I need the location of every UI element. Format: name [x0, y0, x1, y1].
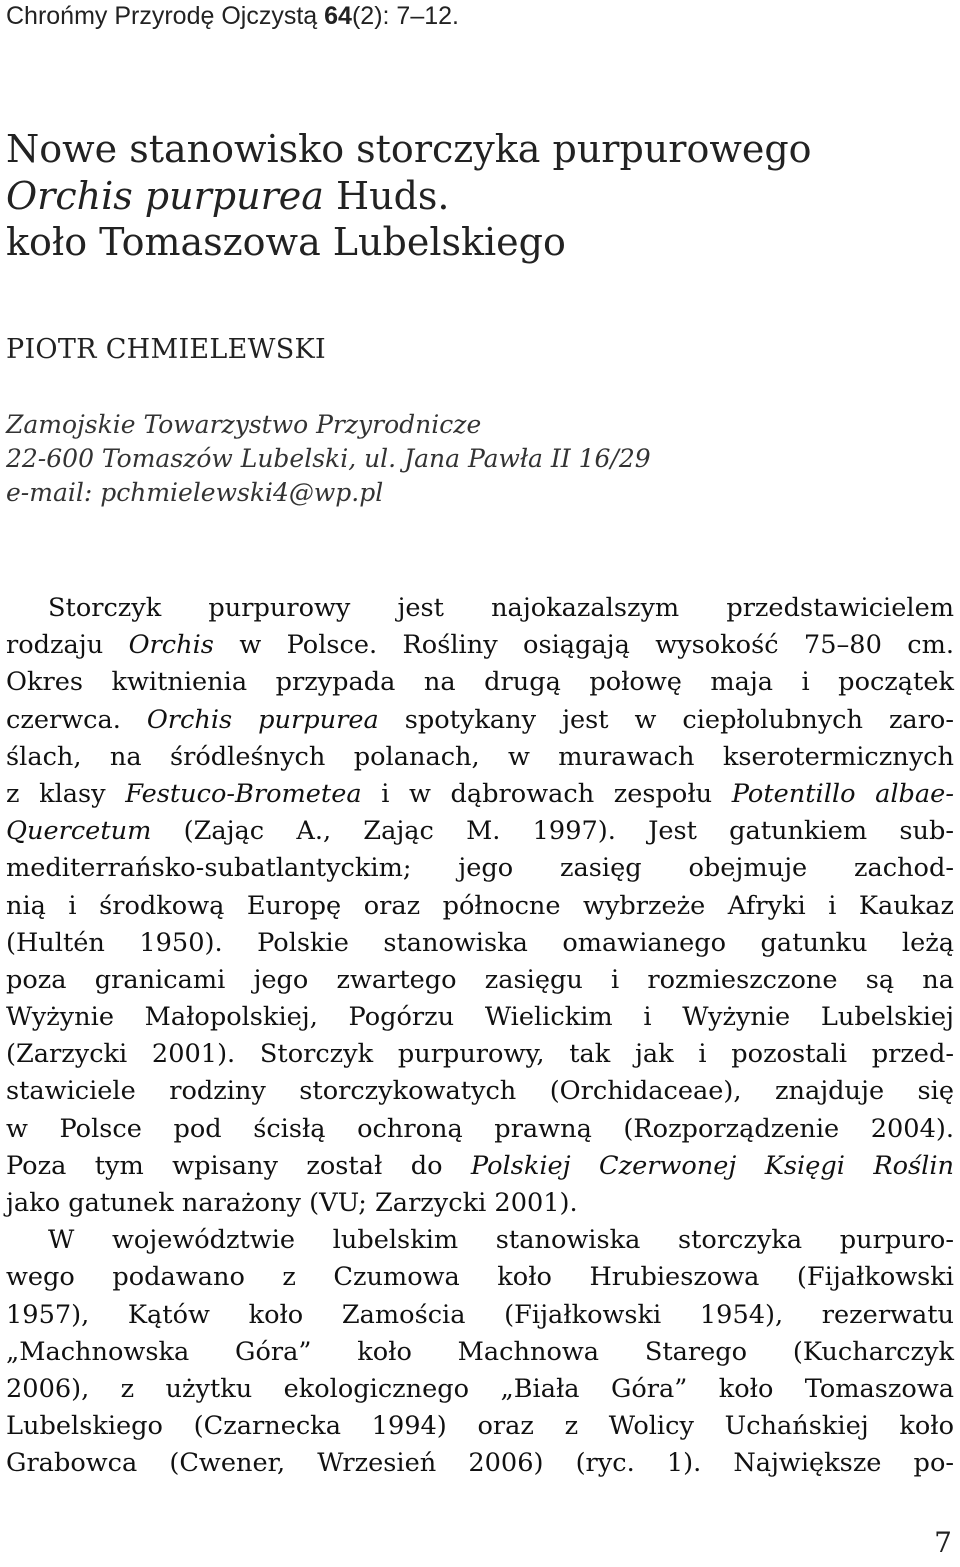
- book-title: Polskiej Czerwonej Księgi Roślin: [470, 1150, 954, 1181]
- affiliation-line: 22-600 Tomaszów Lubelski, ul. Jana Pawła II 16/29: [6, 444, 651, 473]
- body-line: Grabowca (Cwener, Wrzesień 2006) (ryc. 1). Największe po-: [6, 1448, 954, 1479]
- body-line: „Machnowska Góra” koło Machnowa Starego (Kucharczyk: [6, 1336, 954, 1367]
- body-line: mediterrańsko-subatlantyckim; jego zasięg obejmuje zachod-: [6, 853, 954, 884]
- article-title: [6, 126, 812, 266]
- latin-name: Festuco-Brometea: [125, 778, 362, 809]
- body-line: Wyżynie Małopolskiej, Pogórzu Wielickim i Wyżynie Lubelskiej: [6, 1002, 954, 1033]
- body-line: Lubelskiego (Czarnecka 1994) oraz z Wolicy Uchańskiej koło: [6, 1411, 954, 1442]
- title-latin-name: Orchis purpurea: [6, 173, 324, 218]
- affiliation: [6, 408, 651, 510]
- journal-volume: 64: [324, 2, 352, 30]
- latin-name: Potentillo albae-: [731, 778, 954, 809]
- affiliation-line: Zamojskie Towarzystwo Przyrodnicze: [6, 410, 482, 439]
- body-line: w Polsce pod ścisłą ochroną prawną (Rozporządzenie 2004).: [6, 1113, 954, 1144]
- title-line-2: [6, 173, 812, 220]
- journal-name: Chrońmy Przyrodę Ojczystą: [6, 2, 318, 30]
- body-line: z klasy Festuco-Brometea i w dąbrowach zespołu Potentillo albae-: [6, 778, 954, 809]
- body-line: 2006), z użytku ekologicznego „Biała Góra” koło Tomaszowa: [6, 1373, 954, 1404]
- title-author-abbr: Huds.: [335, 173, 450, 218]
- body-line: stawiciele rodziny storczykowatych (Orchidaceae), znajduje się: [6, 1076, 954, 1107]
- page-number: 7: [934, 1526, 952, 1559]
- journal-reference: [6, 2, 459, 31]
- latin-name: Orchis purpurea: [146, 704, 379, 735]
- body-line: Okres kwitnienia przypada na drugą połowę maja i początek: [6, 667, 954, 698]
- body-line: rodzaju Orchis w Polsce. Rośliny osiągają wysokość 75–80 cm.: [6, 630, 954, 661]
- latin-name: Quercetum: [6, 816, 152, 847]
- body-line: Storczyk purpurowy jest najokazalszym przedstawicielem: [48, 593, 954, 623]
- body-line: wego podawano z Czumowa koło Hrubieszowa (Fijałkowski: [6, 1262, 954, 1293]
- body-line: jako gatunek narażony (VU; Zarzycki 2001).: [6, 1188, 578, 1218]
- body-line: 1957), Kątów koło Zamościa (Fijałkowski 1954), rezerwatu: [6, 1299, 954, 1330]
- body-line: poza granicami jego zwartego zasięgu i rozmieszczone są na: [6, 964, 954, 995]
- title-line-1: Nowe stanowisko storczyka purpurowego: [6, 127, 812, 171]
- body-line: nią i środkową Europę oraz północne wybrzeże Afryki i Kaukaz: [6, 890, 954, 921]
- body-line: (Hultén 1950). Polskie stanowiska omawianego gatunku leżą: [6, 927, 954, 958]
- affiliation-email: e-mail: pchmielewski4@wp.pl: [6, 478, 384, 507]
- body-line: Poza tym wpisany został do Polskiej Czerwonej Księgi Roślin: [6, 1150, 954, 1181]
- body-line: ślach, na śródleśnych polanach, w murawach kserotermicznych: [6, 741, 954, 772]
- body-line: W województwie lubelskim stanowiska storczyka purpuro-: [48, 1225, 954, 1256]
- body-line: Quercetum (Zając A., Zając M. 1997). Jest gatunkiem sub-: [6, 816, 954, 847]
- body-line: (Zarzycki 2001). Storczyk purpurowy, tak jak i pozostali przed-: [6, 1039, 954, 1070]
- title-line-3: koło Tomaszowa Lubelskiego: [6, 220, 566, 264]
- article-body: [6, 590, 954, 1483]
- journal-issue-pages: (2): 7–12.: [351, 2, 459, 30]
- latin-name: Orchis: [128, 630, 214, 661]
- author-name: PIOTR CHMIELEWSKI: [6, 334, 326, 365]
- body-line: czerwca. Orchis purpurea spotykany jest w ciepłolubnych zaro-: [6, 704, 954, 735]
